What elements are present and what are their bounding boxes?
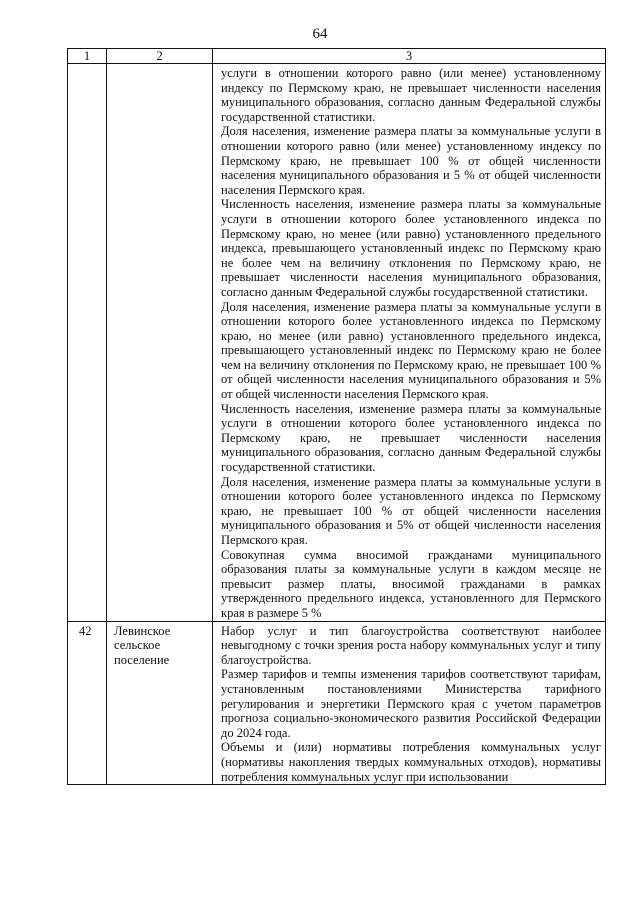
paragraph: Размер тарифов и темпы изменения тарифов соответствуют тарифам, установленным постановлениями Министерства тарифного регулирования и энергетики Пермского края с учетом параметров прогноза социально-экономического развития Российской Федерации до 2024 года. xyxy=(221,667,601,740)
column-header-1: 1 xyxy=(68,49,107,64)
municipality-name-line: Левинское xyxy=(114,623,171,638)
municipality-name-cell xyxy=(107,621,213,785)
table-row-continuation xyxy=(68,64,606,622)
row-description-cell xyxy=(213,621,606,785)
column-header-3: 3 xyxy=(213,49,606,64)
paragraph: Доля населения, изменение размера платы за коммунальные услуги в отношении которого более установленного индекса по Пермскому краю, но менее (или равно) установленного предельного индекса, превышающего установленный индекс по Пермскому краю не более чем на величину отклонения по Пермскому краю, не превышает 100 % от общей численности населения муниципального образования и 5% от общей численности населения Пермского края. xyxy=(221,299,601,402)
document-table xyxy=(67,48,606,785)
row-number-cell xyxy=(68,64,107,622)
municipality-name-line: сельское xyxy=(114,638,161,653)
column-header-2: 2 xyxy=(107,49,213,64)
municipality-name-line: поселение xyxy=(114,652,170,667)
paragraph: Численность населения, изменение размера платы за коммунальные услуги в отношении которого более установленного индекса по Пермскому краю, но менее (или равно) установленного предельного индекса, превышающего установленный индекс по Пермскому краю не более чем на величину отклонения по Пермскому краю, не превышает численности населения муниципального образования, согласно данным Федеральной службы государственной статистики. xyxy=(221,197,601,299)
row-name-cell xyxy=(107,64,213,622)
paragraph: Набор услуг и тип благоустройства соответствуют наиболее невыгодному с точки зрения роста набору коммунальных услуг и типу благоустройства. xyxy=(221,623,601,667)
paragraph: Совокупная сумма вносимой гражданами муниципального образования платы за коммунальные услуги в каждом месяце не превысит размер платы, вносимой гражданами в рамках утвержденного предельного индекса, установленного для Пермского края в размере 5 % xyxy=(221,547,601,620)
row-number-cell: 42 xyxy=(68,621,107,785)
paragraph: Доля населения, изменение размера платы за коммунальные услуги в отношении которого более установленного индекса по Пермскому краю, не превышает 100 % от общей численности населения муниципального образования и 5% от общей численности населения Пермского края. xyxy=(221,474,601,547)
row-description-cell xyxy=(213,64,606,622)
paragraph: Численность населения, изменение размера платы за коммунальные услуги в отношении которого более установленного индекса по Пермскому краю, не превышает численности населения муниципального образования, согласно данным Федеральной службы государственной статистики. xyxy=(221,401,601,475)
paragraph: Объемы и (или) нормативы потребления коммунальных услуг (нормативы накопления твердых коммунальных отходов), нормативы потребления коммунальных услуг при использовании xyxy=(221,740,601,784)
page-number: 64 xyxy=(312,26,328,42)
paragraph: Доля населения, изменение размера платы за коммунальные услуги в отношении которого равно (или менее) установленному индексу по Пермскому краю, не превышает 100 % от общей численности населения муниципального образования и 5 % от общей численности населения Пермского края. xyxy=(221,124,601,197)
table-row-42 xyxy=(68,621,606,785)
paragraph: услуги в отношении которого равно (или менее) установленному индексу по Пермскому краю, не превышает численности населения муниципального образования, согласно данным Федеральной службы государственной статистики. xyxy=(221,66,601,124)
table-header-row xyxy=(68,49,606,64)
